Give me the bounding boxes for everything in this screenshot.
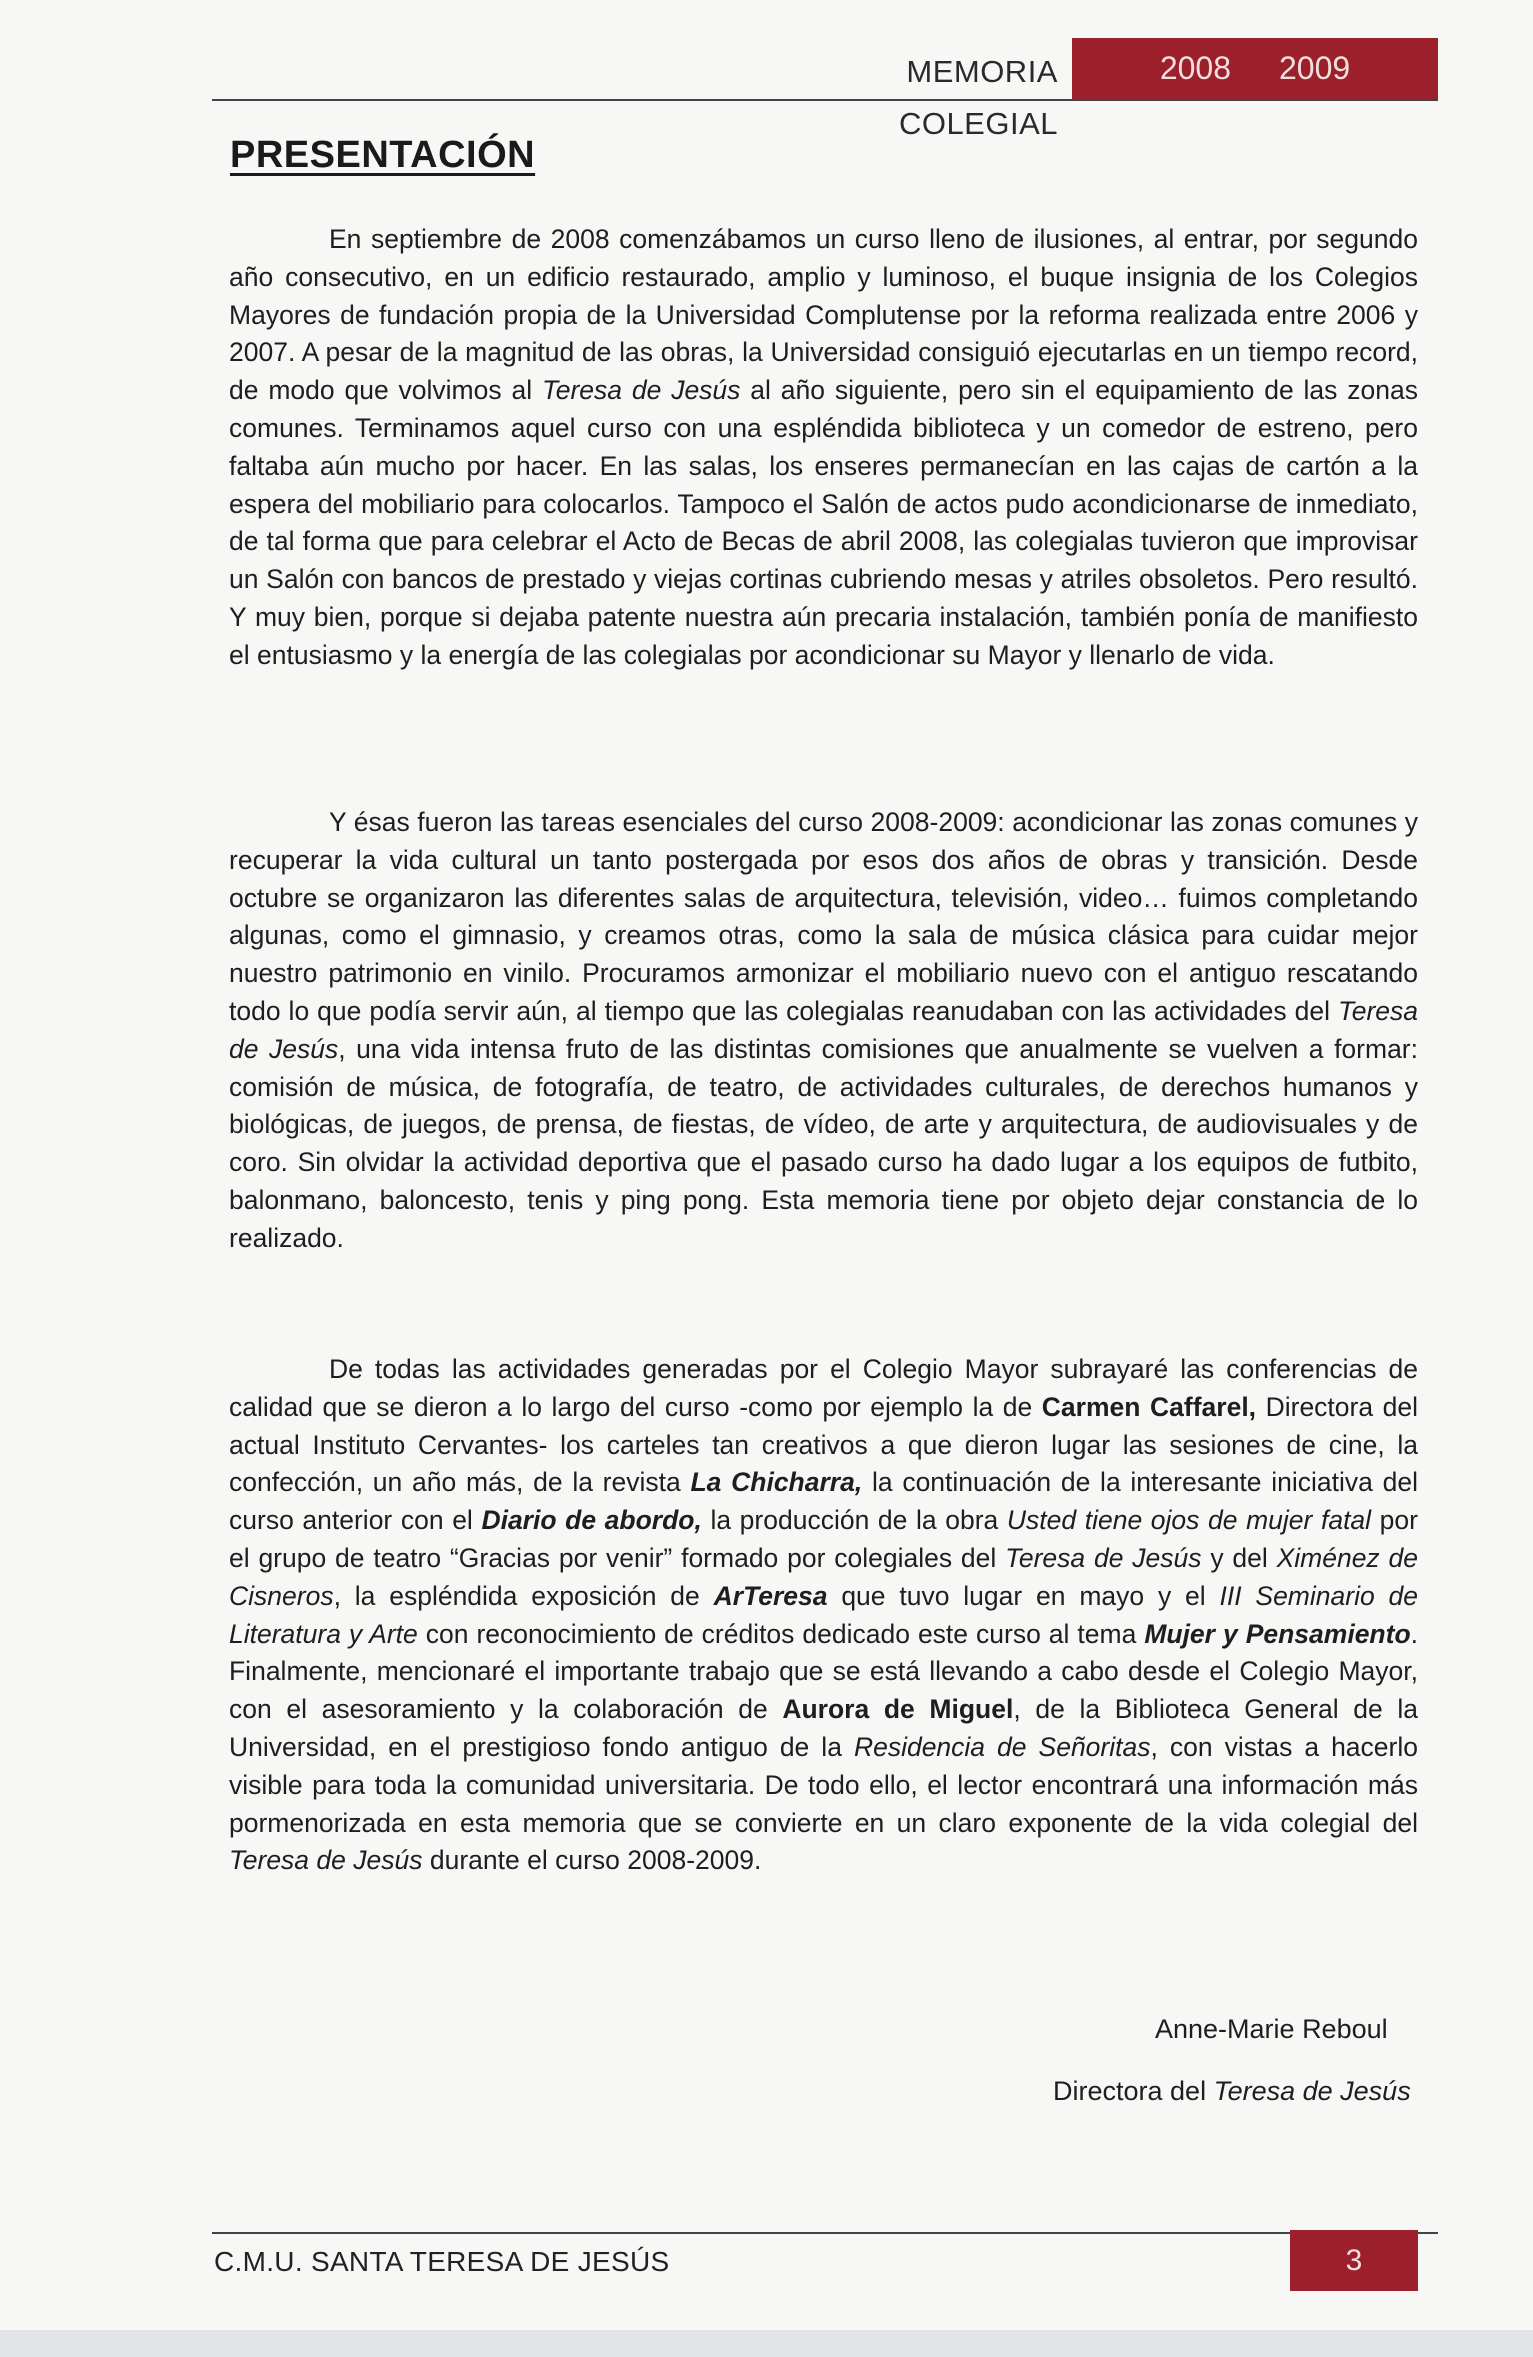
p3-text-4: la producción de la obra <box>701 1505 1007 1536</box>
p1-text-1: En septiembre de 2008 comenzábamos un curso lleno de ilusiones, al entrar, por segundo año consecutivo, en un edificio restaurado, amplio y luminoso, el buque insignia de los Colegios Mayores de fundación propia de la Universidad Complutense por la reforma realizada entre 2006 y 2007. A pesar de la magnitud de las obras, la Universidad consiguió ejecutarlas en un tiempo record, de modo que volvimos al <box>229 224 1418 406</box>
p3-text-9: con reconocimiento de créditos dedicado este curso al tema <box>417 1618 1145 1649</box>
signature-role-prefix: Directora del <box>1053 2076 1214 2106</box>
p3-bold-italic-4: Mujer y Pensamiento <box>1144 1618 1411 1649</box>
p3-bold-italic-3: ArTeresa <box>713 1580 828 1611</box>
p3-text-11: , de la Biblioteca General de la Universidad, en el prestigioso fondo antiguo de la <box>229 1694 1418 1762</box>
p3-bold-italic-2: Diario de abordo, <box>481 1505 702 1536</box>
p3-text-7: , la espléndida exposición de <box>333 1580 714 1611</box>
p3-italic-5: Residencia de Señoritas <box>853 1731 1151 1762</box>
p3-bold-1: Carmen Caffarel, <box>1041 1391 1257 1422</box>
page-title: PRESENTACIÓN <box>230 134 536 176</box>
p2-text-1: Y ésas fueron las tareas esenciales del curso 2008-2009: acondicionar las zonas comunes y recuperar la vida cultural un tanto postergada por esos dos años de obras y transición. Desde octubre se organizaron las diferentes salas de arquitectura, televisión, video… fuimos completando algunas, como el gimnasio, y creamos otras, como la sala de música clásica para cuidar mejor nuestro patrimonio en vinilo. Procuramos armonizar el mobiliario nuevo con el antiguo rescatando todo lo que podía servir aún, al tiempo que las colegialas reanudaban con las actividades del <box>229 807 1418 1026</box>
p1-text-2: al año siguiente, pero sin el equipamiento de las zonas comunes. Terminamos aquel curso con una espléndida biblioteca y un comedor de estreno, pero faltaba aún mucho por hacer. En las salas, los enseres permanecían en las cajas de cartón a la espera del mobiliario para colocarlos. Tampoco el Salón de actos pudo acondicionarse de inmediato, de tal forma que para celebrar el Acto de Becas de abril 2008, las colegialas tuvieron que improvisar un Salón con bancos de prestado y viejas cortinas cubriendo mesas y atriles obsoletos. Pero resultó. Y muy bien, porque si dejaba patente nuestra aún precaria instalación, también ponía de manifiesto el entusiasmo y la energía de las colegialas por acondicionar su Mayor y llenarlo de vida. <box>229 375 1418 670</box>
p3-text-3: la continuación de la interesante iniciativa del curso anterior con el <box>229 1467 1418 1536</box>
p3-text-2: Directora del actual Instituto Cervantes- los carteles tan creativos a que dieron lugar las sesiones de cine, la confección, un año más, de la revista <box>229 1391 1419 1498</box>
paragraph-1 <box>229 221 1418 675</box>
p1-italic-1: Teresa de Jesús <box>541 375 741 406</box>
p3-text-10: . Finalmente, mencionaré el importante trabajo que se está llevando a cabo desde el Colegio Mayor, con el asesoramiento y la colaboración de <box>229 1618 1419 1725</box>
signature-name: Anne-Marie Reboul <box>1155 2014 1388 2044</box>
p3-italic-1: Usted tiene ojos de mujer fatal <box>1006 1505 1372 1536</box>
header-year-band <box>1072 38 1438 99</box>
p3-italic-3: Ximénez de Cisneros <box>229 1542 1418 1611</box>
p3-text-1: De todas las actividades generadas por el Colegio Mayor subrayaré las conferencias de calidad que se dieron a lo largo del curso -como por ejemplo la de <box>229 1354 1418 1422</box>
p3-text-8: que tuvo lugar en mayo y el <box>827 1580 1220 1611</box>
footer-rule <box>212 2232 1438 2234</box>
p3-bold-italic-1: La Chicharra, <box>690 1467 863 1498</box>
header-year-start: 2008 <box>1159 50 1231 86</box>
p3-italic-2: Teresa de Jesús <box>1005 1542 1202 1573</box>
p3-bold-2: Aurora de Miguel <box>782 1694 1014 1725</box>
p3-text-6: y del <box>1201 1542 1277 1573</box>
paragraph-3 <box>229 1351 1418 1880</box>
p3-italic-6: Teresa de Jesús <box>229 1845 423 1876</box>
signature-role-italic: Teresa de Jesús <box>1213 2076 1411 2106</box>
scan-edge-strip <box>0 2330 1533 2357</box>
footer-institution: C.M.U. SANTA TERESA DE JESÚS <box>214 2246 670 2277</box>
signature-role <box>1053 2076 1411 2107</box>
p3-text-12: , con vistas a hacerlo visible para toda la comunidad universitaria. De todo ello, el lector encontrará una información más pormenorizada en esta memoria que se convierte en un claro exponente de la vida colegial del <box>229 1731 1418 1838</box>
header-rule <box>212 99 1438 101</box>
p2-text-2: , una vida intensa fruto de las distintas comisiones que anualmente se vuelven a formar: comisión de música, de fotografía, de teatro, de actividades culturales, de derechos humanos y biológicas, de juegos, de prensa, de fiestas, de vídeo, de arte y arquitectura, de audiovisuales y de coro. Sin olvidar la actividad deportiva que el pasado curso ha dado lugar a los equipos de futbito, balonmano, baloncesto, tenis y ping pong. Esta memoria tiene por objeto dejar constancia de lo realizado. <box>229 1033 1418 1253</box>
page-number: 3 <box>1290 2230 1418 2291</box>
p2-italic-1: Teresa de Jesús <box>229 995 1418 1064</box>
p3-text-5: por el grupo de teatro “Gracias por venir” formado por colegiales del <box>229 1505 1418 1573</box>
header-title: MEMORIA COLEGIAL <box>898 54 1058 141</box>
header-year-end: 2009 <box>1279 50 1351 86</box>
paragraph-2 <box>229 804 1418 1258</box>
p3-italic-4: III Seminario de Literatura y Arte <box>229 1580 1418 1649</box>
p3-text-13: durante el curso 2008-2009. <box>422 1845 762 1876</box>
